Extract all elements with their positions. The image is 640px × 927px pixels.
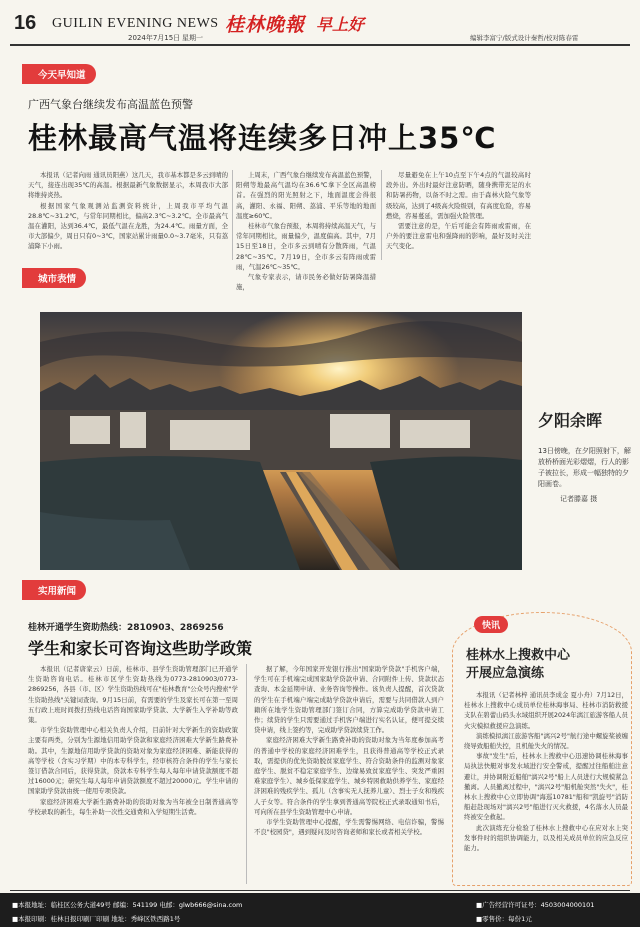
paragraph: 演练模拟漓江旅游客船"漓兴2号"航行途中螺旋桨被缠绕导致船舶失控，且机舱失火的情况。 — [464, 731, 628, 751]
sunset-photo — [40, 312, 522, 570]
paragraph: 根据国家气象观测站监测资料统计，上周我市平均气温28.8℃~31.2℃，与常年同期相比，偏高2.3℃~3.2℃。全市最高气温在灌阳，达到36.4℃，最低气温在龙胜，为24.4℃。雨量方面，全市大部偏少，周日只有0~3℃，国家站累计雨量0.0~3.7毫米，只有荔浦降下小雨。 — [28, 201, 228, 251]
flash-headline-line2: 开展应急演练 — [466, 666, 545, 681]
paragraph: 家庭经济困难大学新生路费补助的资助对象为当年被全日制普通高等学校录取的新生，每生补助一次性交通费和入学短期生活费。 — [28, 797, 238, 816]
section-logo: 早上好 — [316, 15, 365, 34]
paper-name-en: GUILIN EVENING NEWS — [52, 16, 219, 31]
lead-column-1 — [28, 170, 228, 262]
paragraph: 据了解，今年国家开发银行推出"国家助学贷款"手机客户端，学生可在手机端完成国家助学贷款申请、合同附件上传、贷款状态查询、本金延期申请、业务咨询等操作。该负责人提醒，首次贷款的学生在手机端户端完成助学贷款申请后，需要与共同借款人到户籍所在地学生资助管理部门签订合同，方算完成助学贷款申请工作；续贷的学生只需要通过手机客户端进行实名认证，便可提交续贷申请，线上签约等，完成助学贷款续贷工作。 — [254, 665, 444, 735]
paragraph: 事故"发生"后，桂林水上搜救中心迅速协调桂林海事局执法快艇对事发水域进行安全警戒，提醒过往船舶注意避让，并协调附近船舶"漓兴2号"船上人员进行大规模紧急撤离。人员撤离过程中，"漓兴2号"船机舱突然"失火"，桂林水上搜救中心立即协调"海巡10781"船和"凯旋号"消防船赶赴现场对"漓兴2号"船进行灭火救援，4名落水人员最终被安全救起。 — [464, 752, 628, 822]
paragraph: 尽量避免在上午10点至下午4点的气温较高时段外出。外出时最好注意防晒，随身携带充足的水和防暑药物，以备不时之需。由于森林火险气象等级较高，达到了4级高火险级别，有高度危险，容易燃烧，容易蔓延，需加强火险管理。 — [386, 171, 531, 220]
paragraph: 此次演练充分检验了桂林水上搜救中心在应对水上突发事件时的组织协调能力，以及相关成员单位的应急反应能力。 — [464, 823, 628, 853]
footer-divider — [10, 890, 630, 891]
flash-headline-line1: 桂林水上搜救中心 — [466, 648, 571, 663]
footer-price: ■零售价：每份1元 — [476, 915, 532, 923]
paragraph: 需要注意的是，午后可能会有阵雨或雷雨，在户外的要注意雷电和强降雨的影响，最好及时关注天气变化。 — [386, 222, 531, 251]
tag-practical: 实用新闻 — [22, 580, 86, 600]
practical-headline: 学生和家长可咨询这些助学政策 — [28, 639, 253, 658]
paragraph: 气象专家表示，请市民务必做好防暑降温措施， — [236, 273, 376, 292]
header-divider — [10, 44, 630, 46]
photo-credit: 记者滕嘉 摄 — [560, 495, 598, 503]
editor-credits: 编辑李富宁/版式设计秦哲/校对陈春雷 — [470, 34, 579, 42]
paragraph: 本报讯（记者唐家云）日前，桂林市、县学生资助管理部门已开通学生资助咨询电话。桂林市区学生资助热线为0773-2810903/0773-2869256，各县（市、区）学生资助热线可在"桂林教育"公众号内搜索"学生资助热线"关键词查询。9月15日前，有需要的学生及家长可在第一至周五行政上班时间拨打热线电话咨询国家助学贷款、大学新生入学补助等政策。 — [28, 665, 238, 725]
paragraph: 本报讯（记者向雨 通讯员阳燕）这几天，我市基本都是多云到晴的天气，接连出现35℃的高温。根据最新气象数据显示，本周我市大部将维持炎热。 — [28, 171, 228, 200]
column-divider — [381, 170, 382, 260]
photo-caption: 13日傍晚，在夕阳照射下，解放桥桥面光彩熠熠，行人的影子被拉长，形成一幅独特的夕阳画卷。 — [538, 447, 631, 488]
flash-body — [464, 690, 628, 886]
tag-today: 今天早知道 — [22, 64, 96, 84]
column-divider — [246, 664, 247, 884]
lead-kicker: 广西气象台继续发布高温蓝色预警 — [28, 98, 193, 111]
paragraph: 家庭经济困难大学新生路费补助的资助对象为当年度参加高考的普通中学校的家庭经济困难学生，且获得普通高等学校正式录取，需提供的优先资助脱贫家庭学生、符合资助条件的监测对象家庭学生、脱贫不稳定家庭学生、边缘易致贫家庭学生、突发严重困难家庭学生）、城乡低保家庭学生、城乡特困救助供养学生、家庭经济困难的残疾学生、孤儿（含事实无人抚养儿童）、烈士子女和残疾人子女等。符合条件的学生拿到普通高等院校正式录取通知书后，可向所在县学生资助管理中心申请。 — [254, 736, 444, 816]
practical-column-1 — [28, 664, 238, 884]
paragraph: 市学生资助管理中心提醒，学生需警惕网络、电信诈骗，警惕不良"校园贷"，遇到疑问及时咨询老师和家长或者相关学校。 — [254, 818, 444, 837]
tag-flash: 快讯 — [474, 616, 508, 633]
footer-license: ■广告经营许可证号：4503004000101 — [476, 901, 595, 909]
paragraph: 桂林市气象台预报，本周将持续高温天气，与常年同期相比，雨量偏少，温度偏高。其中，7月15日至18日，全市多云到晴有分散阵雨，气温28℃~35℃。7月19日，全市多云有阵雨或雷雨，气温26℃~35℃。 — [236, 222, 376, 271]
issue-weekday: 星期一 — [182, 34, 203, 42]
lead-column-3 — [386, 170, 531, 252]
photo-title: 夕阳余晖 — [538, 411, 603, 430]
footer-address: ■本报地址：临桂区公务大道49号 邮编：541199 电邮：glwb666@sina.com — [12, 901, 243, 909]
lead-column-2 — [236, 170, 376, 292]
page-number: 16 — [14, 12, 37, 34]
tag-city: 城市表情 — [22, 268, 86, 288]
hotline-kicker: 桂林开通学生资助热线：2810903、2869256 — [28, 623, 224, 633]
practical-column-2 — [254, 664, 444, 884]
masthead-logo: 桂林晚報 — [225, 14, 306, 36]
paragraph: 市学生资助管理中心相关负责人介绍，目前针对大学新生的资助政策主要有两类，分别为生源地信用助学贷款和家庭经济困难大学新生路费补助。其中，生源地信用助学贷款的资助对象为家庭经济困难、新能获得的高等学校（含实习学期）中的本专科学生，经审核符合条件的学生与家长签订借款合同后，获得贷款，贷款本专科学生每人每年申请贷款额度不超过16000元；研究生每人每年申请贷款额度不超过20000元。学生申请的国家助学贷款由统一使用专项贷款。 — [28, 726, 238, 796]
column-divider — [232, 170, 233, 260]
paragraph: 上周末，广西气象台继续发布高温蓝色预警，阳朔等地最高气温均在36.6℃拿下全区高温榜首。在强烈的阳光照射之下，地面温度会得很高，灌阳、永福、阳朔、荔浦、平乐等地的地面温度≥60℃。 — [236, 171, 376, 220]
paragraph: 本报讯（记者林梓 通讯员李成金 夏小舟）7月12日，桂林水上搜救中心成员单位桂林海事局、桂林市消防救援支队在碧蕾山码头水域组织开展2024年漓江旅游客船人员火灾模拟救援应急演练。 — [464, 691, 628, 730]
issue-date: 2024年7月15日 — [128, 34, 181, 42]
lead-headline: 桂林最高气温将连续多日冲上35℃ — [28, 121, 497, 155]
footer-printing: ■本报印刷：桂林日报印刷厂印刷 地址：秀峰区铁西路1号 — [12, 915, 181, 923]
